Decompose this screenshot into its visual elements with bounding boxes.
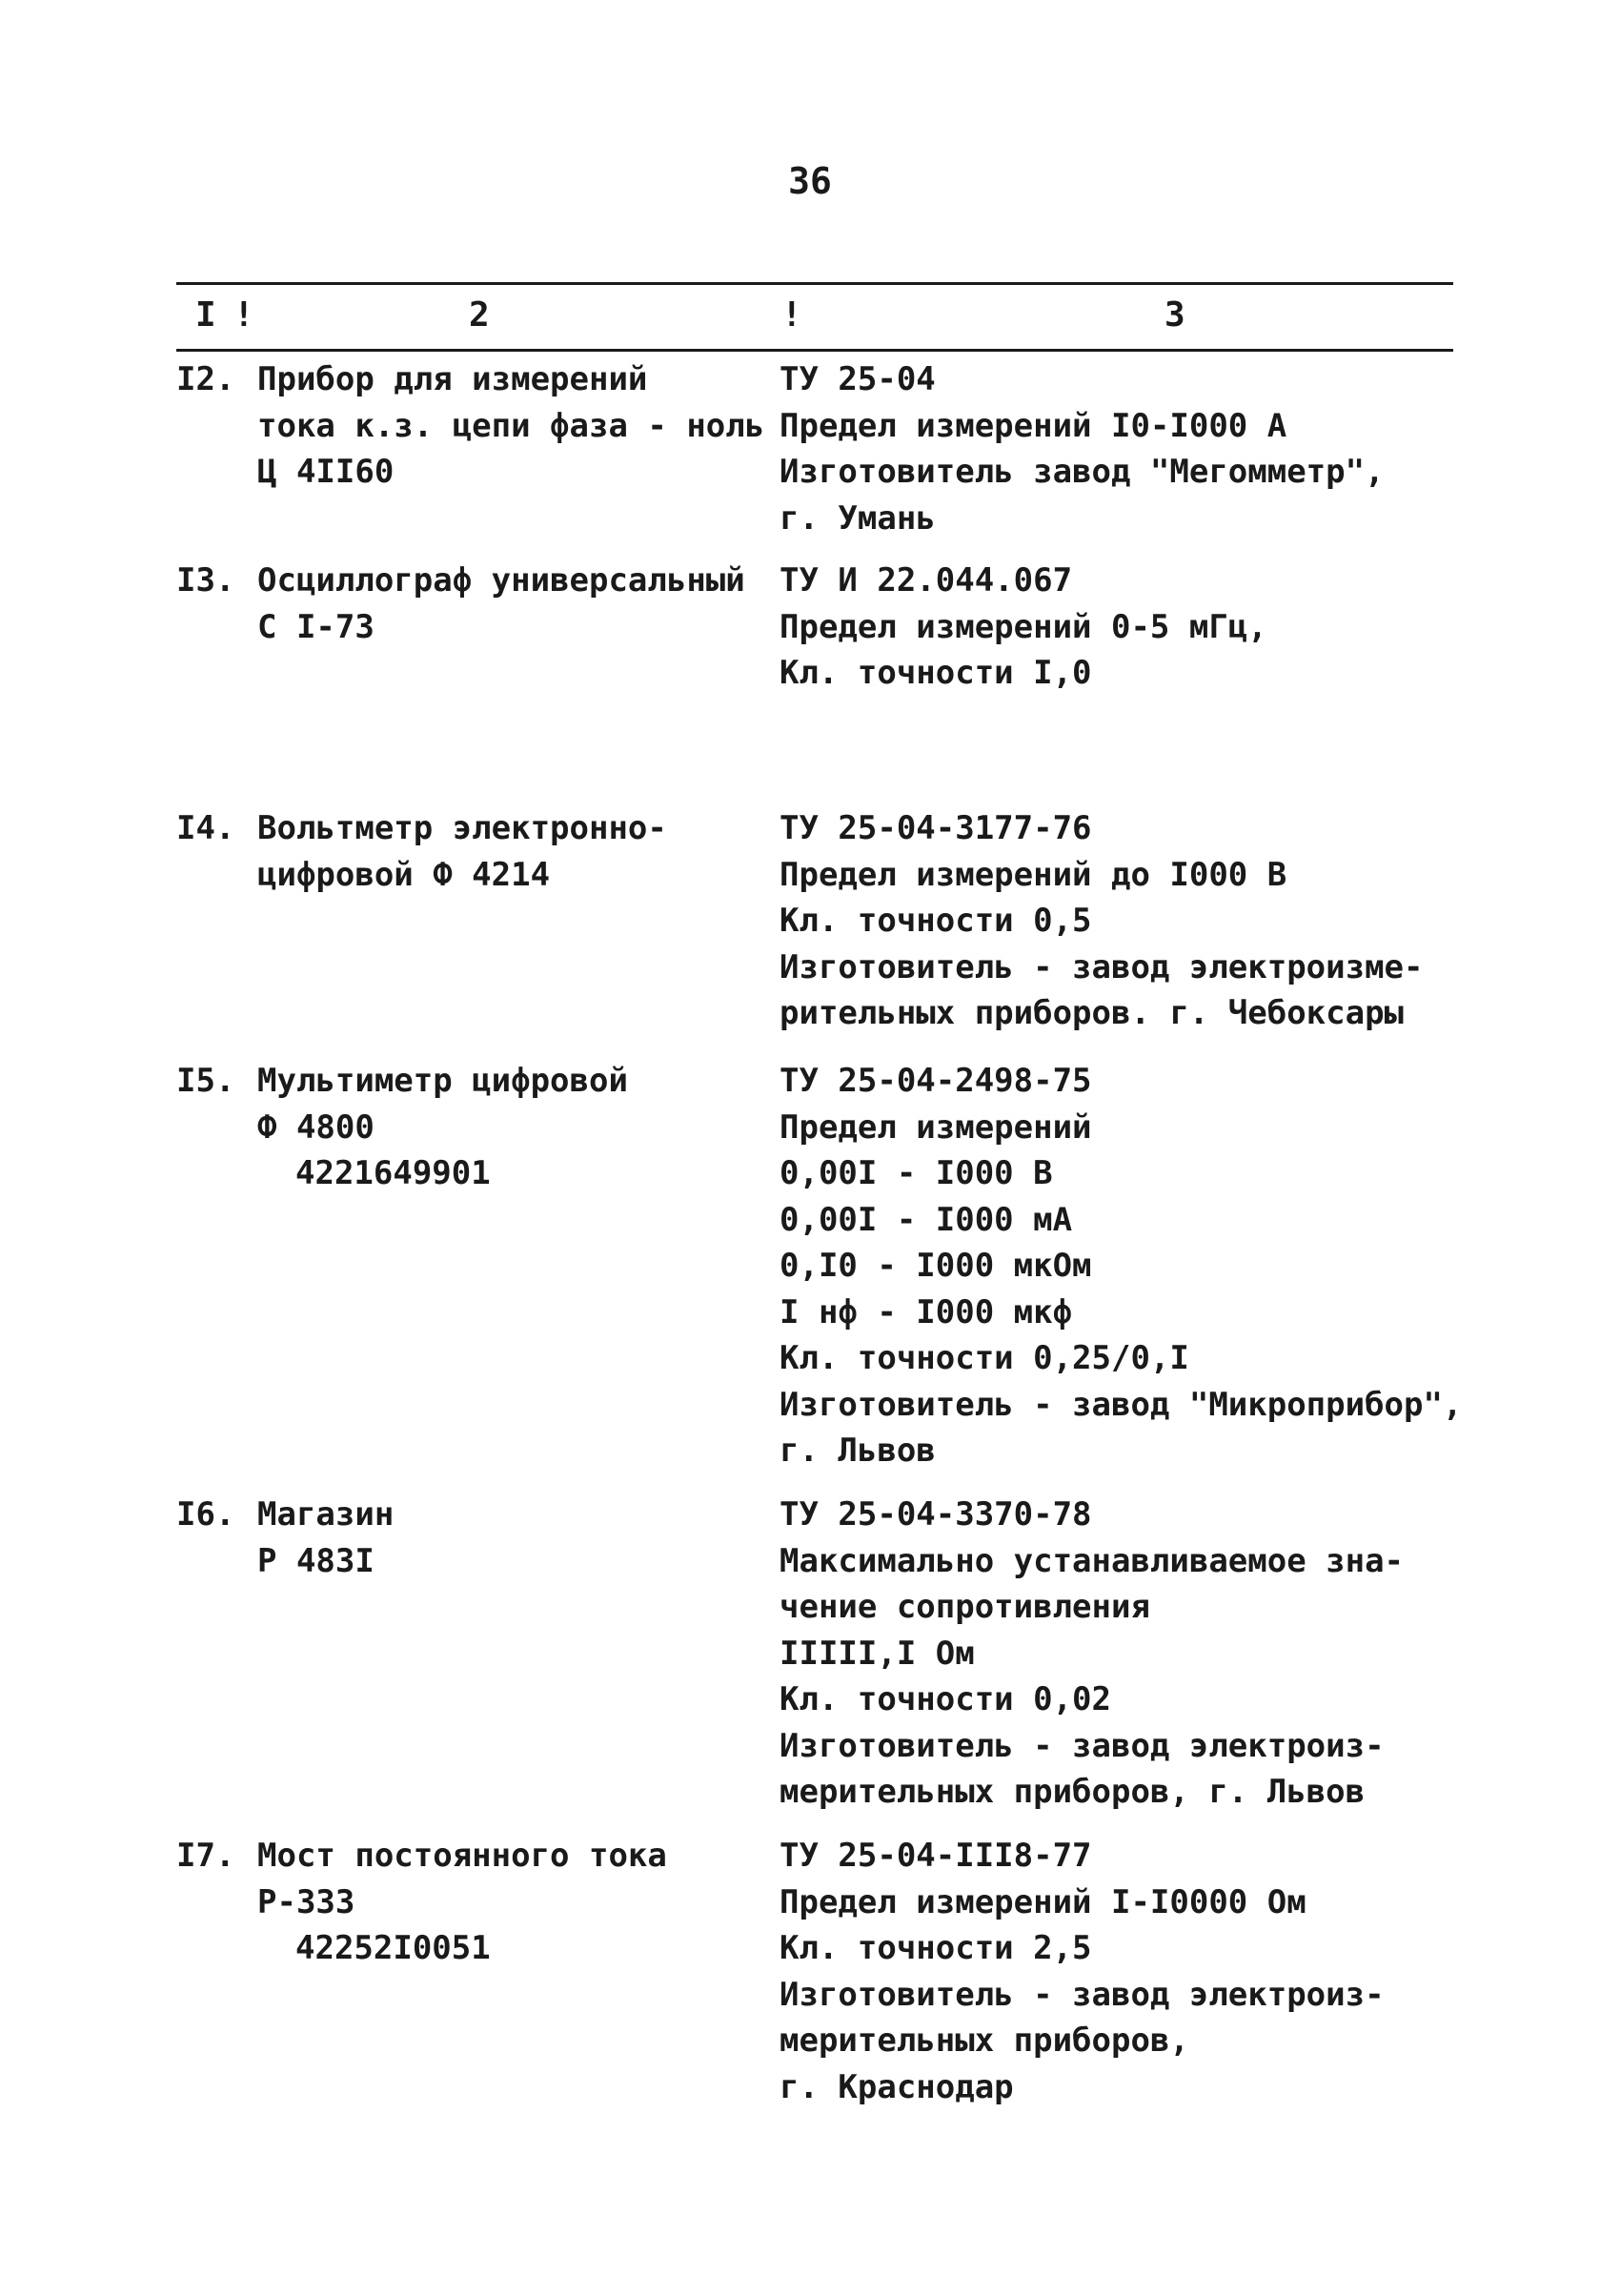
header-col2: 2 — [469, 295, 490, 335]
row-number: I4. — [176, 809, 235, 847]
spec-line: Кл. точности 2,5 — [780, 1929, 1092, 1967]
row-number: I2. — [176, 360, 235, 398]
row-number: I7. — [176, 1837, 235, 1875]
device-name-line: Р 483I — [257, 1541, 375, 1580]
spec-line: г. Львов — [780, 1432, 936, 1470]
spec-line: рительных приборов. г. Чебоксары — [780, 994, 1405, 1032]
spec-line: ТУ 25-04-3370-78 — [780, 1495, 1092, 1534]
page-number: 36 — [788, 160, 832, 202]
spec-line: Кл. точности 0,02 — [780, 1680, 1111, 1718]
spec-line: Изготовитель завод "Мегомметр", — [780, 453, 1385, 491]
spec-line: Предел измерений 0-5 мГц, — [780, 607, 1267, 646]
spec-line: г. Краснодар — [780, 2067, 1014, 2106]
device-name — [257, 1058, 777, 1197]
device-name-line: Вольтметр электронно- — [257, 809, 667, 847]
header-sep1: ! — [233, 295, 254, 335]
device-name-line: Ц 4II60 — [257, 453, 395, 491]
device-name — [257, 558, 777, 650]
device-name — [257, 1492, 777, 1584]
spec-line: IIIII,I Ом — [780, 1634, 975, 1673]
device-name-line: тока к.з. цепи фаза - ноль — [257, 406, 765, 445]
spec-line: мерительных приборов, г. Львов — [780, 1773, 1366, 1811]
device-name-line: Ф 4800 — [257, 1107, 375, 1147]
spec-line: г. Умань — [780, 498, 936, 538]
device-name-line: Мультиметр цифровой — [257, 1062, 628, 1100]
header-sep2: ! — [781, 295, 802, 335]
spec-line: Изготовитель - завод электроиз- — [780, 1726, 1385, 1765]
device-code-line: 42252I0051 — [295, 1929, 491, 1967]
device-name-line: Осциллограф универсальный — [257, 561, 745, 599]
spec-line: ТУ 25-04-3177-76 — [780, 809, 1092, 847]
spec-line: ТУ 25-04-III8-77 — [780, 1837, 1092, 1875]
spec-line: I нф - I000 мкф — [780, 1292, 1073, 1331]
device-name-line: Прибор для измерений — [257, 360, 648, 398]
device-name-line: Магазин — [257, 1495, 395, 1534]
spec-line: Максимально устанавливаемое зна- — [780, 1541, 1405, 1580]
device-spec — [780, 1833, 1466, 2110]
table-top-rule — [176, 282, 1453, 285]
header-col1: I — [195, 295, 216, 335]
spec-line: Изготовитель - завод электроиз- — [780, 1975, 1385, 2014]
device-name — [257, 356, 777, 496]
row-number: I3. — [176, 561, 235, 599]
spec-line: ТУ И 22.044.067 — [780, 561, 1073, 599]
spec-line: Предел измерений I0-I000 А — [780, 406, 1287, 445]
spec-line: Предел измерений I-I0000 Ом — [780, 1882, 1306, 1921]
spec-line: Кл. точности I,0 — [780, 654, 1092, 692]
spec-line: мерительных приборов, — [780, 2022, 1189, 2060]
device-spec — [780, 805, 1466, 1037]
device-code-line: 4221649901 — [295, 1154, 491, 1192]
device-spec — [780, 356, 1466, 541]
device-name-line: Мост постоянного тока — [257, 1837, 667, 1875]
spec-line: 0,00I - I000 В — [780, 1154, 1053, 1192]
header-col3: 3 — [1164, 295, 1185, 335]
device-name-line: С I-73 — [257, 607, 375, 646]
device-name — [257, 1833, 777, 1972]
device-spec — [780, 558, 1466, 697]
row-number: I5. — [176, 1062, 235, 1100]
spec-line: Кл. точности 0,25/0,I — [780, 1339, 1189, 1377]
spec-line: ТУ 25-04 — [780, 360, 936, 398]
row-number: I6. — [176, 1495, 235, 1534]
device-spec — [780, 1492, 1466, 1816]
spec-line: Предел измерений до I000 В — [780, 855, 1287, 894]
device-name — [257, 805, 777, 898]
spec-line: чение сопротивления — [780, 1588, 1150, 1626]
table-header-rule — [176, 349, 1453, 352]
device-name-line: цифровой Ф 4214 — [257, 855, 551, 894]
spec-line: ТУ 25-04-2498-75 — [780, 1062, 1092, 1100]
device-name-line: Р-333 — [257, 1882, 355, 1921]
spec-line: Изготовитель - завод "Микроприбор", — [780, 1385, 1463, 1424]
spec-line: 0,00I - I000 мА — [780, 1200, 1073, 1239]
device-spec — [780, 1058, 1466, 1474]
spec-line: 0,I0 - I000 мкОм — [780, 1247, 1092, 1285]
spec-line: Предел измерений — [780, 1107, 1092, 1147]
spec-line: Кл. точности 0,5 — [780, 902, 1092, 940]
spec-line: Изготовитель - завод электроизме- — [780, 947, 1424, 986]
